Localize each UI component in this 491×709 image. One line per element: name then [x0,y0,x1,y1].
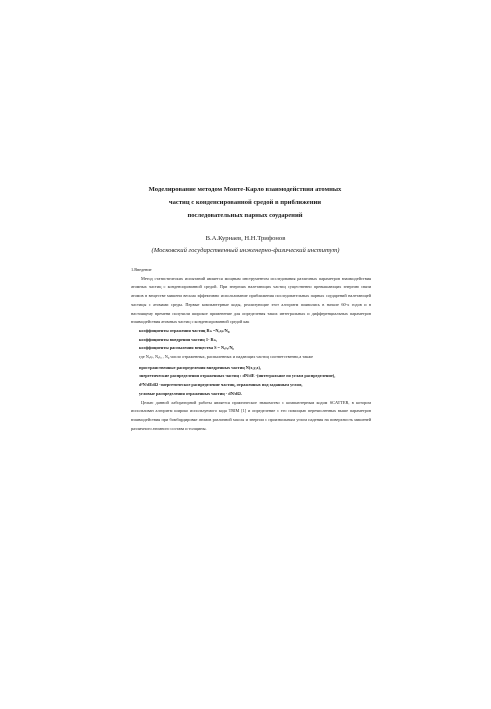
title-line-3: последовательных парных соударений [187,212,303,219]
document-body [131,266,371,433]
affiliation: (Московский государственный инженерно-физический институт) [151,247,340,254]
spatial-distribution: пространственные распределения внедренных частиц N(x,y,z), [139,364,261,370]
document-title [140,183,350,222]
energy-distribution: энергетические распределения отраженных частиц : dN/dE -(интегральное по углам распределение), [139,373,336,379]
coefficient-implantation: коэффициенты внедрения частиц 1- Rₙ, [139,336,217,342]
goal-paragraph: Целью данной лабораторной работы является практическое знакомство с компьютерным кодом SCATTER, в котором использован алгоритм широко используемого кода TRIM [1] и определение с его помощью перечисленных выше параметров взаимодействия при бомбардировке атомов различной массы и энергии с произвольным углом падения на поверхность мишеней различного атомного состава и толщины. [131,399,371,431]
coefficient-sputtering: коэффициенты распыления вещества S = Nₐₜₐ/N₀ [139,345,234,351]
title-line-2: частиц с конденсированной средой в приближении [168,199,322,206]
authors: В.А.Курнаев, Н.Н.Трифонов [205,235,286,242]
section-heading: 1.Введение [131,267,152,272]
definitions-line: где Nₒₜₚ, Nₐₜₐ , N₀ число отраженных, распыленных и падающих частиц соответственно,а также [139,354,314,360]
coefficient-reflection: коэффициенты отражения частиц Rₙ =Nₒₜₚ/N₀, [139,327,231,333]
intro-paragraph: Метод статистических испытаний является мощным инструментом исследования различных параметров взаимодействия атомных частиц с конденсированной средой. При энергиях налетающих частиц существенно превышающих энергию связи атомов в веществе мишени весьма эффективно использование приближения последовательных парных соударений налетающей частицы с атомами среды. Первые компьютерные коды, реализующие этот алгоритм появились в начале 60-х годов и в настоящему времени получили широкое применение для определения таких интегральных и дифференциальных параметров взаимодействия атомных частиц с конденсированной средой как [131,275,371,325]
title-line-1: Моделирование методом Монте-Карло взаимодействия атомных [148,186,342,193]
angular-distribution: угловые распределения отраженных частиц - dN/dΩ. [139,390,242,396]
energy-angular-distribution: d²N/dEdΩ -энергетическое распределение частиц, отраженных под заданным углом, [139,382,303,388]
